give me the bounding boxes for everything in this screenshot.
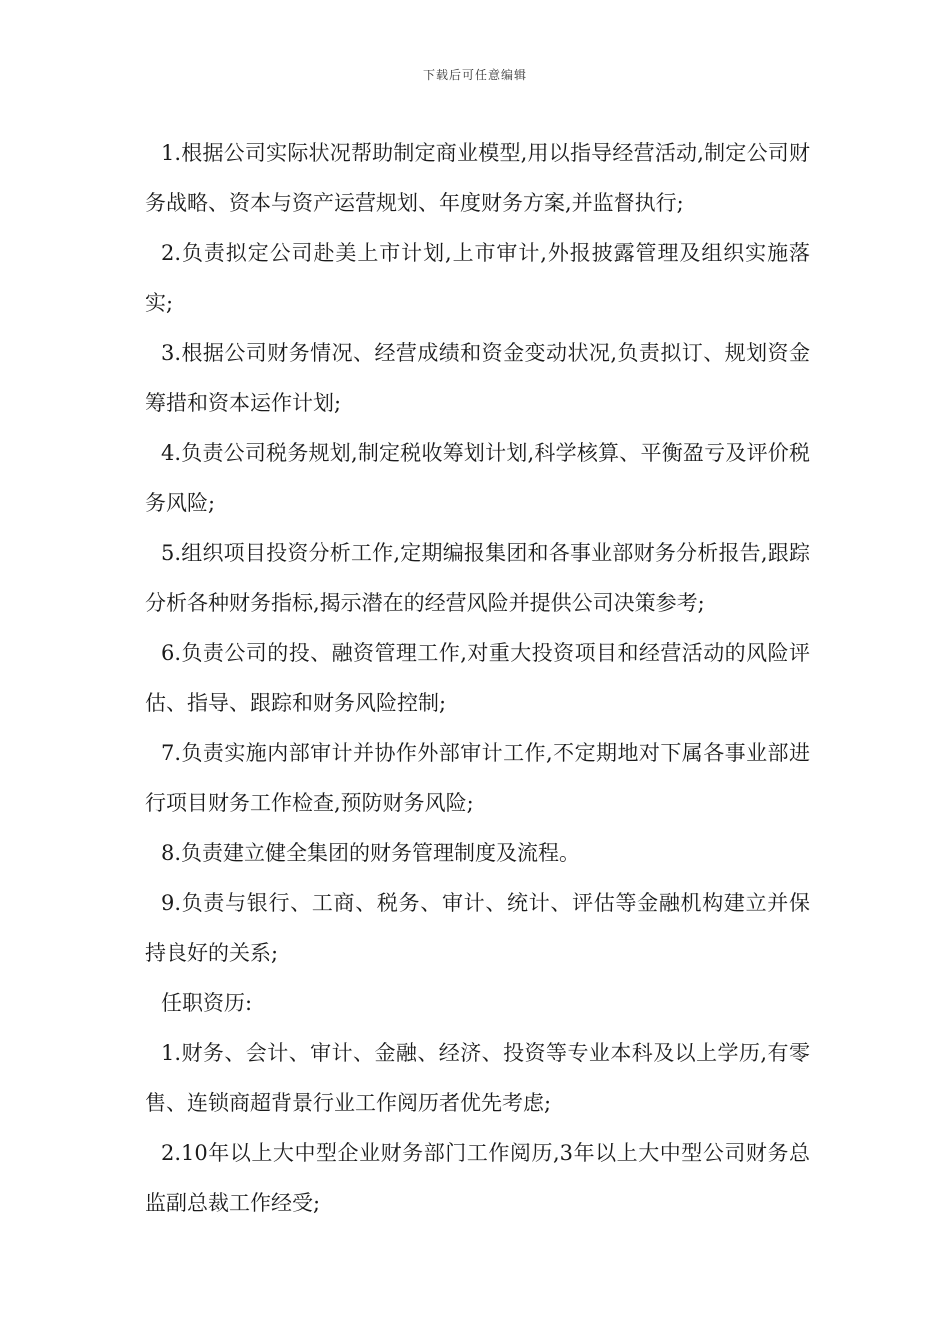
duty-item-3: 3.根据公司财务情况、经营成绩和资金变动状况,负责拟订、规划资金筹措和资本运作计划; [145, 341, 810, 415]
duty-item-1: 1.根据公司实际状况帮助制定商业模型,用以指导经营活动,制定公司财务战略、资本与资产运营规划、年度财务方案,并监督执行; [145, 141, 810, 215]
qualification-item-1: 1.财务、会计、审计、金融、经济、投资等专业本科及以上学历,有零售、连锁商超背景行业工作阅历者优先考虑; [145, 1041, 810, 1115]
duty-item-8: 8.负责建立健全集团的财务管理制度及流程。 [161, 841, 581, 865]
duty-item-5: 5.组织项目投资分析工作,定期编报集团和各事业部财务分析报告,跟踪分析各种财务指标,揭示潜在的经营风险并提供公司决策参考; [145, 541, 810, 615]
page-header: 下载后可任意编辑 [422, 68, 527, 82]
document-body [145, 128, 810, 1228]
duty-item-6: 6.负责公司的投、融资管理工作,对重大投资项目和经营活动的风险评估、指导、跟踪和财务风险控制; [145, 641, 810, 715]
qualifications-heading: 任职资历: [161, 991, 253, 1015]
duty-item-9: 9.负责与银行、工商、税务、审计、统计、评估等金融机构建立并保持良好的关系; [145, 891, 810, 965]
duty-item-4: 4.负责公司税务规划,制定税收筹划计划,科学核算、平衡盈亏及评价税务风险; [145, 441, 810, 515]
duty-item-2: 2.负责拟定公司赴美上市计划,上市审计,外报披露管理及组织实施落实; [145, 241, 810, 315]
qualification-item-2: 2.10年以上大中型企业财务部门工作阅历,3年以上大中型公司财务总监副总裁工作经受; [145, 1141, 810, 1215]
duty-item-7: 7.负责实施内部审计并协作外部审计工作,不定期地对下属各事业部进行项目财务工作检查,预防财务风险; [145, 741, 810, 815]
